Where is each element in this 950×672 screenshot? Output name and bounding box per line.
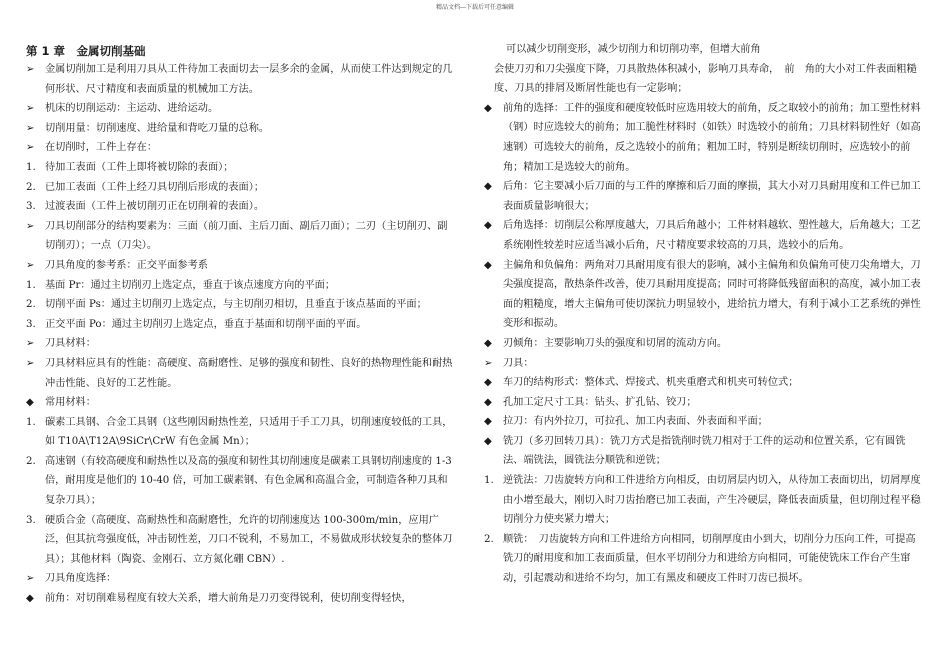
list-marker: ◆	[484, 435, 492, 447]
paragraph-text: 铣刀（多刃回转刀具）：铣刀方式是指铣削时铣刀相对于工件的运动和位置关系，它有圆铣法、端铣法，圆铣法分顺铣和逆铣；	[503, 435, 906, 467]
left-paragraph	[26, 197, 456, 217]
paragraph-text: 刀具：	[503, 357, 534, 369]
left-paragraph	[26, 452, 456, 511]
left-paragraph	[26, 99, 456, 119]
list-marker: ◆	[484, 102, 492, 114]
list-marker: ◆	[484, 259, 492, 271]
list-marker: ◆	[26, 397, 34, 409]
paragraph-text: 切削用量：切削速度、进给量和背吃刀量的总称。	[45, 122, 270, 134]
list-marker: 3.	[26, 201, 36, 213]
right-paragraph	[484, 177, 924, 216]
chapter-title: 第 1 章 金属切削基础	[26, 44, 146, 58]
right-paragraph	[484, 393, 924, 413]
list-marker: ➢	[484, 357, 493, 369]
list-marker: 1.	[26, 161, 36, 173]
paragraph-text: 基面 Pr：通过主切削刃上选定点，垂直于该点速度方向的平面；	[45, 279, 336, 291]
left-paragraph	[26, 413, 456, 452]
list-marker: 1.	[26, 416, 36, 428]
paragraph-text: 可以减少切削变形，减少切削力和切削功率，但增大前角	[506, 44, 761, 55]
left-paragraph	[26, 256, 456, 276]
right-paragraph	[484, 412, 924, 432]
paragraph-text: 金属切削加工是利用刀具从工件待加工表面切去一层多余的金属，从而使工件达到规定的几何形状、尺寸精度和表面质量的机械加工方法。	[45, 64, 453, 95]
list-marker: ◆	[484, 396, 492, 408]
paragraph-text: 正交平面 Po：通过主切削刃上选定点，垂直于基面和切削平面的平面。	[45, 318, 367, 330]
paragraph-text: 刀具材料应具有的性能：高硬度、高耐磨性、足够的强度和韧性、良好的热物理性能和耐热冲击性能、良好的工艺性能。	[45, 357, 453, 389]
paragraph-text: 孔加工定尺寸工具：钻头、扩孔钻、铰刀；	[503, 396, 697, 408]
left-paragraph	[26, 295, 456, 315]
right-paragraph	[484, 60, 924, 99]
left-paragraph	[26, 276, 456, 296]
left-paragraph	[26, 217, 456, 256]
list-marker: ◆	[484, 416, 492, 428]
right-paragraph	[484, 334, 924, 354]
paragraph-text: 机床的切削运动：主运动、进给运动。	[45, 103, 219, 115]
left-paragraph	[26, 354, 456, 393]
list-marker: 1.	[26, 279, 36, 291]
paragraph-text: 刀具角度的参考系：正交平面参考系	[45, 259, 208, 271]
left-paragraph	[26, 158, 456, 178]
list-marker: ➢	[26, 220, 35, 232]
list-marker: ◆	[484, 377, 492, 389]
paragraph-text: 碳素工具钢、合金工具钢（这些刚因耐热性差，只适用于手工刀具，切削速度较低的工具，如 T10A\T12A\9SiCr\CrW 有色金属 Mn）；	[45, 416, 453, 448]
list-marker: ◆	[26, 593, 34, 605]
left-paragraph	[26, 138, 456, 158]
right-paragraph	[484, 471, 924, 530]
paragraph-text: 硬质合金（高硬度、高耐热性和高耐磨性，允许的切削速度达 100-300m/min，应用广泛，但其抗弯强度低，冲击韧性差，刀口不锐利，不易加工，不易做成形状较复杂的整体刀具）；其他材料（陶瓷、金刚石、立方氮化硼 CBN）.	[45, 514, 453, 565]
left-paragraph	[26, 511, 456, 570]
list-marker: 3.	[26, 514, 36, 526]
right-paragraph	[484, 216, 924, 255]
left-paragraph	[26, 60, 456, 99]
paragraph-text: 已加工表面（工件上经刀具切削后形成的表面）；	[45, 181, 265, 193]
list-marker: ◆	[484, 337, 492, 349]
left-paragraph	[26, 315, 456, 335]
paragraph-text: 会使刀刃和刀尖强度下降，刀具散热体积减小，影响刀具寿命， 前 角的大小对工件表面粗糙度、刀具的排屑及断屑性能也有一定影响；	[494, 63, 917, 95]
list-marker: 2.	[26, 455, 36, 467]
list-marker: 2.	[26, 181, 36, 193]
right-paragraph	[484, 40, 924, 60]
list-marker: 2.	[26, 299, 36, 311]
right-paragraph	[484, 373, 924, 393]
paragraph-text: 顺铣： 刀齿旋转方向和工件进给方向相同，切削厚度由小到大，切削分力压向工件，可提高铣刀的耐用度和加工表面质量，但水平切削分力和进给方向相同，可能使铣床工作台产生窜动，引起震动和进给不均匀，加工有黑皮和硬皮工件时刀齿已损坏。	[503, 533, 916, 585]
list-marker: ➢	[26, 338, 35, 350]
paragraph-text: 待加工表面（工件上即将被切除的表面）；	[45, 161, 234, 173]
left-paragraph	[26, 589, 456, 609]
right-paragraph	[484, 256, 924, 334]
paragraph-text: 过渡表面（工件上被切削刃正在切削着的表面）。	[45, 201, 265, 213]
paragraph-text: 拉刀：有内外拉刀，可拉孔、加工内表面、外表面和平面；	[503, 416, 768, 428]
list-marker: ◆	[484, 220, 492, 232]
left-paragraph	[26, 178, 456, 198]
list-marker: ➢	[26, 64, 35, 75]
paragraph-text: 刀具切削部分的结构要素为：三面（前刀面、主后刀面、副后刀面）；二刃（主切削刃、副切削刃）；一点（刀尖）。	[45, 220, 448, 252]
list-marker: ➢	[26, 259, 35, 271]
right-column	[484, 40, 924, 589]
paragraph-text: 逆铣法：刀齿旋转方向和工件进给方向相反，由切屑层内切入，从待加工表面切出，切屑厚度由小增至最大，刚切入时刀齿抬磨已加工表面，产生冷硬层，降低表面质量，但切削过程平稳切削分力使夹紧力增大；	[503, 475, 921, 526]
right-paragraph	[484, 99, 924, 177]
paragraph-text: 常用材料：	[45, 397, 96, 409]
left-column	[26, 40, 456, 609]
paragraph-text: 高速钢（有较高硬度和耐热性以及高的强度和韧性其切削速度是碳素工具钢切削速度的 1-3 倍，耐用度是他们的 10-40 倍，可加工碳素钢、有色金属和高温合金，可制造各种刀具和复杂刀具）；	[45, 455, 452, 507]
paragraph-text: 刀具角度选择：	[45, 573, 117, 585]
right-paragraph	[484, 354, 924, 374]
list-marker: 3.	[26, 318, 36, 330]
paragraph-text: 后角：它主要减小后刀面的与工件的摩擦和后刀面的摩损，其大小对刀具耐用度和工件已加工表面质量影响很大；	[503, 181, 921, 212]
paragraph-text: 前角：对切削难易程度有较大关系，增大前角是刀刃变得锐利，使切削变得轻快，	[45, 593, 412, 605]
left-paragraph	[26, 334, 456, 354]
right-paragraph	[484, 530, 924, 589]
paragraph-text: 主偏角和负偏角：两角对刀具耐用度有很大的影响，减小主偏角和负偏角可使刀尖角增大，刀尖强度提高，散热条件改善，使刀具耐用度提高；同时可将降低残留面积的高度，减小加工表面的粗糙度，增大主偏角可使切深抗力明显较小，进给抗力增大，有利于减小工艺系统的弹性变形和振动。	[503, 259, 921, 330]
list-marker: ➢	[26, 357, 35, 369]
right-paragraph	[484, 432, 924, 471]
list-marker: 1.	[484, 475, 494, 487]
list-marker: ➢	[26, 122, 35, 134]
paragraph-text: 切削平面 Ps：通过主切削刃上选定点，与主切削刃相切，且垂直于该点基面的平面；	[45, 299, 427, 311]
paragraph-text: 刀具材料：	[45, 338, 96, 350]
list-marker: ➢	[26, 103, 35, 115]
list-marker: ➢	[26, 142, 35, 154]
page-header: 精品文档---下载后可任意编辑	[435, 4, 515, 11]
paragraph-text: 后角选择：切削层公称厚度越大，刀具后角越小；工件材料越软、塑性越大，后角越大；工艺系统刚性较差时应适当减小后角，尺寸精度要求较高的刀具，选较小的后角。	[503, 220, 921, 251]
left-paragraph	[26, 569, 456, 589]
paragraph-text: 在切削时，工件上存在：	[45, 142, 158, 154]
left-paragraph	[26, 393, 456, 413]
paragraph-text: 车刀的结构形式：整体式、焊接式、机夹重磨式和机夹可转位式；	[503, 377, 799, 389]
paragraph-text: 前角的选择：工件的强度和硬度较低时应选用较大的前角，反之取较小的前角；加工塑性材料（钢）时应选较大的前角；加工脆性材料时（如铁）时选较小的前角；刀具材料韧性好（如高速钢）可选较大的前角，反之选较小的前角；粗加工时，特别是断续切削时，应选较小的前角；精加工是选较大的前角。	[503, 102, 921, 173]
list-marker: ➢	[26, 573, 35, 585]
paragraph-text: 刃倾角：主要影响刀头的强度和切屑的流动方向。	[503, 337, 728, 349]
list-marker: 2.	[484, 533, 494, 545]
list-marker: ◆	[484, 181, 492, 193]
left-paragraph	[26, 119, 456, 139]
